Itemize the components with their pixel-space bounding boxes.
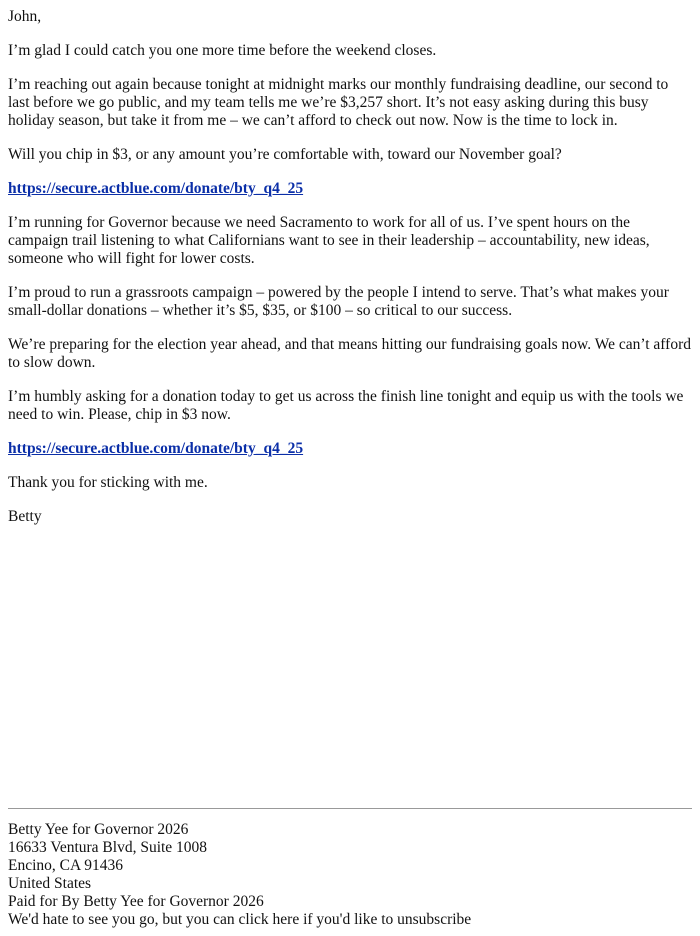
paragraph-ask: Will you chip in $3, or any amount you’re comfortable with, toward our November goal? xyxy=(8,146,562,163)
greeting: John, xyxy=(8,8,42,25)
paragraph-deadline: I’m reaching out again because tonight at midnight marks our monthly fundraising deadline, our second to last before we go public, and my team tells me we’re $3,257 short. It’s not easy asking during this busy holiday season, but take it from me – we can’t afford to check out now. Now is the time to lock in. xyxy=(8,76,669,129)
donate-link-2[interactable]: https://secure.actblue.com/donate/bty_q4_25 xyxy=(8,440,304,457)
donate-link-row-1 xyxy=(8,180,692,198)
email-footer xyxy=(8,808,692,929)
footer-address-line2: Encino, CA 91436 xyxy=(8,857,123,874)
donate-link-1[interactable]: https://secure.actblue.com/donate/bty_q4_25 xyxy=(8,180,304,197)
paragraph-governor: I’m running for Governor because we need Sacramento to work for all of us. I’ve spent hours on the campaign trail listening to what Californians want to see in their leadership – accountability, new ideas, someone who will fight for lower costs. xyxy=(8,214,650,267)
footer-paid-for: Paid for By Betty Yee for Governor 2026 xyxy=(8,893,264,910)
paragraph-intro: I’m glad I could catch you one more time before the weekend closes. xyxy=(8,42,437,59)
paragraph-election-year: We’re preparing for the election year ahead, and that means hitting our fundraising goals now. We can’t afford to slow down. xyxy=(8,336,691,371)
footer-org-name: Betty Yee for Governor 2026 xyxy=(8,821,189,838)
donate-link-row-2 xyxy=(8,440,692,458)
signature: Betty xyxy=(8,508,42,525)
footer-country: United States xyxy=(8,875,92,892)
closing-line: Thank you for sticking with me. xyxy=(8,474,208,491)
paragraph-grassroots: I’m proud to run a grassroots campaign – powered by the people I intend to serve. That’s what makes your small-dollar donations – whether it’s $5, $35, or $100 – so critical to our success. xyxy=(8,284,669,319)
paragraph-humbly-asking: I’m humbly asking for a donation today to get us across the finish line tonight and equip us with the tools we need to win. Please, chip in $3 now. xyxy=(8,388,684,423)
footer-address-line1: 16633 Ventura Blvd, Suite 1008 xyxy=(8,839,208,856)
footer-unsubscribe[interactable]: We'd hate to see you go, but you can click here if you'd like to unsubscribe xyxy=(8,911,472,928)
